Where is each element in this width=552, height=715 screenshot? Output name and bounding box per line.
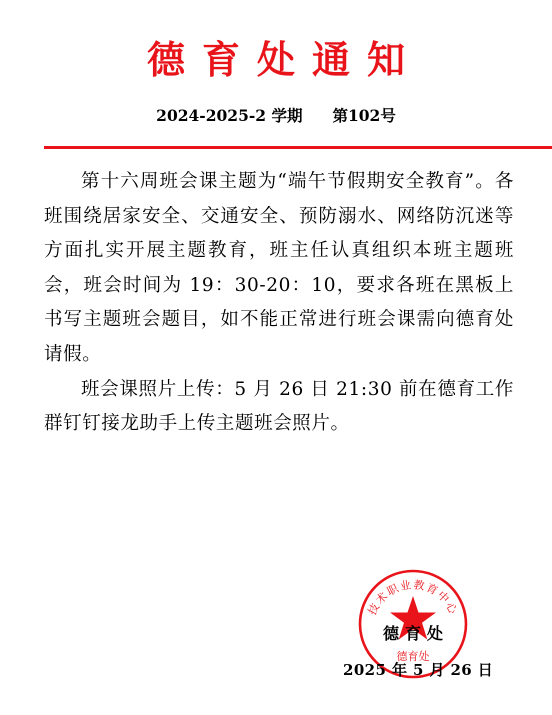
- notice-title: 德育处通知: [146, 37, 422, 82]
- divider-line: [44, 146, 552, 149]
- signature-org: 德育处: [383, 624, 450, 643]
- seal-inner-text: 德育处: [396, 650, 430, 663]
- issue-number: 第102号: [332, 106, 396, 125]
- seal-ring-text: 技术职业教育中心: [365, 578, 461, 618]
- body-paragraph-1: 第十六周班会课主题为“端午节假期安全教育”。各班围绕居家安全、交通安全、预防溺水、网络防沉迷等方面扎实开展主题教育，班主任认真组织本班主题班会，班会时间为 19：30-20：10，要求各班在黑板上书写主题班会题目，如不能正常进行班会课需向德育处请假。: [44, 171, 514, 365]
- signature-date: 2025 年 5 月 26 日: [343, 661, 494, 679]
- body-paragraph-2: 班会课照片上传：5 月 26 日 21:30 前在德育工作群钉钉接龙助手上传主题班会照片。: [44, 378, 514, 435]
- header-divider: [44, 146, 552, 149]
- issue-line: [0, 104, 552, 128]
- term-label: 2024-2025-2 学期: [156, 106, 303, 125]
- notice-body: [44, 165, 514, 442]
